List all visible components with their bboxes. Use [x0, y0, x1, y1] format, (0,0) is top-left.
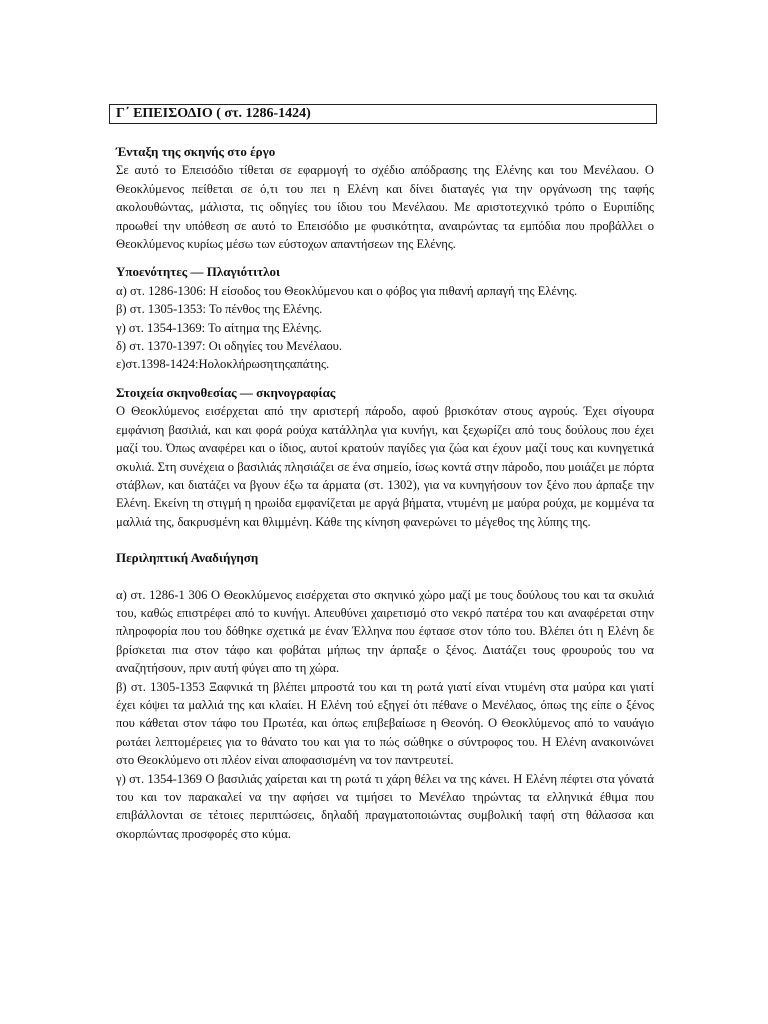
section-title-intro: Ένταξη της σκηνής στο έργο — [116, 144, 276, 159]
section-title-subunits: Υποενότητες — Πλαγιότιτλοι — [116, 264, 281, 280]
subunit-item-b: β) στ. 1305-1353: Το πένθος της Ελένης. — [116, 302, 323, 317]
episode-header: Γ΄ ΕΠΕΙΣΟΔΙΟ ( στ. 1286-1424) — [109, 104, 657, 124]
subunit-item-d: δ) στ. 1370-1397: Οι οδηγίες του Μενέλαου. — [116, 339, 343, 354]
summary-paragraph-a: α) στ. 1286-1 306 Ο Θεοκλύμενος εισέρχεται στο σκηνικό χώρο μαζί με τους δούλους του και τα σκυλιά του, καθώς επιστρέφει από το κυνήγι. Απευθύνει χαιρετισμό στο νεκρό πατέρα του και αναφέρεται στην πληροφορία που του δόθηκε σχετικά με έναν Έλληνα που έφτασε στον τόπο του. Βλέπει ότι η Ελένη δε βρίσκεται πια στον τάφο και φοβάται μήπως την άρπαξε ο ξένος. Διατάζει τους φρουρούς του να αναζητήσουν, πριν αυτή φύγει απο τη χώρα. — [116, 587, 654, 676]
summary-paragraph-c: γ) στ. 1354-1369 Ο βασιλιάς χαίρεται και τη ρωτά τι χάρη θέλει να της κάνει. Η Ελένη πέφτει στα γόνατά του και τον παρακαλεί να την αφήσει να τιμήσει το Μενέλαο τηρώντας τα ελληνικά έθιμα που επιβάλλονται σε τέτοιες περιπτώσεις, δηλαδή πραγματοποιώντας συμβολική ταφή στη θάλασσα και σκορπώντας προσφορές στο κύμα. — [116, 771, 654, 841]
intro-paragraph: Σε αυτό το Επεισόδιο τίθεται σε εφαρμογή το σχέδιο απόδρασης της Ελένης και του Μενέλαου. Ο Θεοκλύμενος πείθεται σε ό,τι του πει η Ελένη και δίνει διαταγές για την οργάνωση της ταφής ακολουθώντας, μάλιστα, τις οδηγίες του ίδιου του Μενέλαου. Με αριστοτεχνικό τρόπο ο Ευριπίδης προωθεί την υπόθεση σε αυτό το Επεισόδιο με φυσικότητα, αναιρώντας τα εμπόδια που προβάλλει ο Θεοκλύμενος κυρίως μέσω των εύστοχων απαντήσεων της Ελένης. — [116, 163, 654, 252]
section-title-summary: Περιληπτική Αναδιήγηση — [116, 550, 259, 566]
section-title-staging: Στοιχεία σκηνοθεσίας — σκηνογραφίας — [116, 384, 336, 400]
subunit-item-a: α) στ. 1286-1306: Η είσοδος του Θεοκλύμενου και ο φόβος για πιθανή αρπαγή της Ελένης. — [116, 283, 578, 298]
document-body — [116, 143, 654, 843]
subunit-item-e: ε)στ.1398-1424:Ηολοκλήρωσητηςαπάτης. — [116, 357, 330, 372]
staging-paragraph: Ο Θεοκλύμενος εισέρχεται από την αριστερή πάροδο, αφού βρισκόταν στους αγρούς. Έχει σίγουρα εμφάνιση βασιλιά, και και φορά ρούχα κατάλληλα για κυνήγι, και ξεχωρίζει από τους δούλους που έχει μαζί του. Όπως αναφέρει και ο ίδιος, αυτοί κρατούν παγίδες για ζώα και έχουν μαζί τους και κυνηγετικά σκυλιά. Στη συνέχεια ο βασιλιάς πλησιάζει σε ένα σημείο, ίσως κοντά στην πάροδο, που μοιάζει με πόρτα στάβλων, και διατάζει να βγουν έξω τα άρματα (στ. 1302), για να κυνηγήσουν τον ξένο που άρπαξε την Ελένη. Εκείνη τη στιγμή η ηρωίδα εμφανίζεται με αργά βήματα, ντυμένη με μαύρα ρούχα, με κομμένα τα μαλλιά της, δακρυσμένη και θλιμμένη. Κάθε της κίνηση φανερώνει το μέγεθος της λύπης της. — [116, 404, 654, 529]
subunit-item-c: γ) στ. 1354-1369: Το αίτημα της Ελένης. — [116, 320, 322, 335]
summary-paragraph-b: β) στ. 1305-1353 Ξαφνικά τη βλέπει μπροστά του και τη ρωτά γιατί είναι ντυμένη στα μαύρα και γιατί έχει κόψει τα μαλλιά της και κλαίει. Η Ελένη τού εξηγεί ότι πέθανε ο Μενέλαος, όπως της είπε ο ξένος που κάθεται στον τάφο του Πρωτέα, και όπως επιβεβαίωσε η Θεονόη. Ο Θεοκλύμενος από το ναυάγιο ρωτάει λεπτομέρειες για το θάνατο του και για το πώς σώθηκε ο σύντροφος του. Η Ελένη ανακοινώνει στο Θεοκλύμενο οτι πλέον είναι αποφασισμένη να τον παντρευτεί. — [116, 679, 654, 768]
